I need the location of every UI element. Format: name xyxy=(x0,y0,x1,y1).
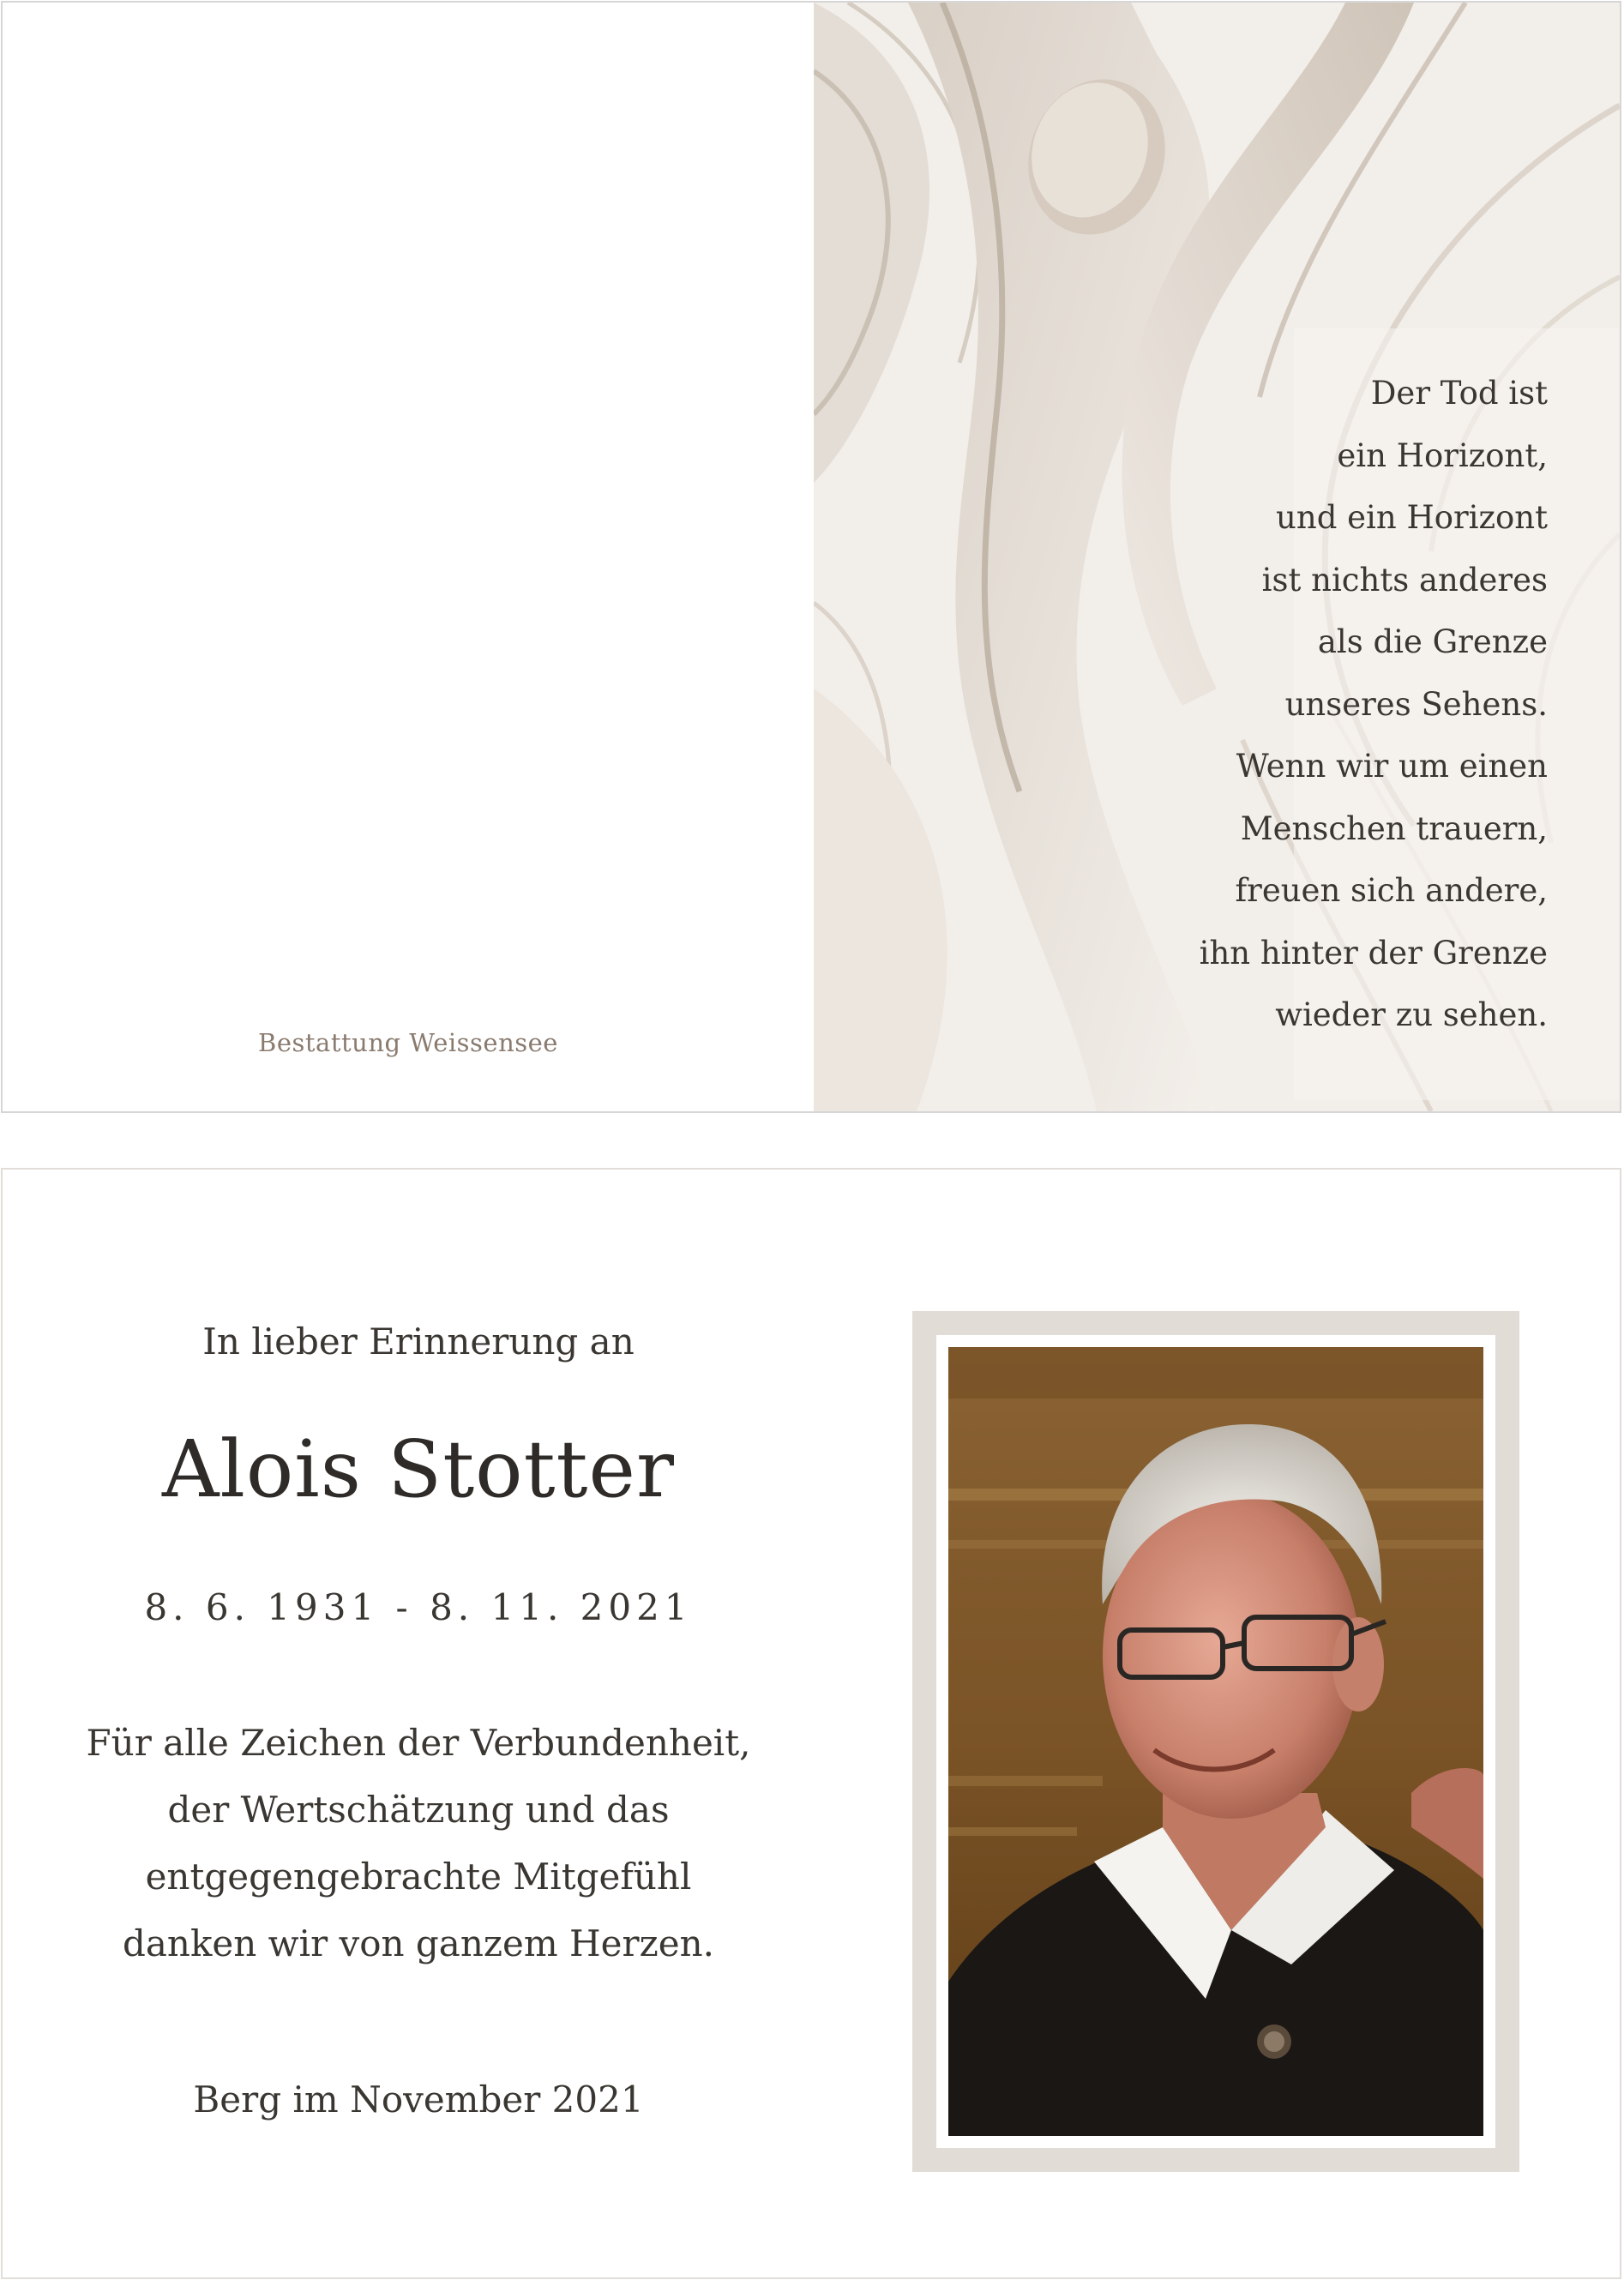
poem-line: Wenn wir um einen xyxy=(1236,748,1548,785)
thanks-line: Für alle Zeichen der Verbundenheit, xyxy=(86,1722,751,1764)
card-back-panel xyxy=(3,3,814,1111)
life-dates: 8. 6. 1931 - 8. 11. 2021 xyxy=(144,1586,693,1628)
thanks-text xyxy=(3,1710,834,1977)
poem-line: Menschen trauern, xyxy=(1240,809,1548,847)
poem-line: unseres Sehens. xyxy=(1284,685,1548,723)
portrait-mat xyxy=(936,1335,1495,2148)
poem-line: wieder zu sehen. xyxy=(1275,996,1548,1033)
thanks-line: der Wertschätzung und das xyxy=(167,1789,670,1831)
poem-line: ist nichts anderes xyxy=(1261,561,1548,599)
poem-line: und ein Horizont xyxy=(1276,499,1548,536)
poem-line: ihn hinter der Grenze xyxy=(1199,934,1548,972)
thanks-line: entgegengebrachte Mitgefühl xyxy=(145,1856,692,1898)
poem-text xyxy=(1068,363,1548,1047)
card-front xyxy=(1,1,1621,1113)
memorial-text-column xyxy=(3,1170,834,2277)
thanks-line: danken wir von ganzem Herzen. xyxy=(123,1922,714,1964)
poem-line: freuen sich andere, xyxy=(1235,872,1548,909)
deceased-name: Alois Stotter xyxy=(162,1423,675,1515)
poem-line: ein Horizont, xyxy=(1337,436,1548,474)
poem-line: als die Grenze xyxy=(1317,623,1548,660)
card-inside xyxy=(1,1168,1621,2279)
poem-line: Der Tod ist xyxy=(1370,375,1548,412)
portrait-image xyxy=(948,1347,1483,2136)
portrait-photo xyxy=(948,1347,1483,2136)
remember-label: In lieber Erinnerung an xyxy=(202,1320,635,1363)
portrait-frame xyxy=(912,1311,1519,2172)
place-date: Berg im November 2021 xyxy=(193,2078,644,2121)
angel-artwork-panel xyxy=(814,3,1620,1111)
funeral-home-label: Bestattung Weissensee xyxy=(258,1028,558,1057)
